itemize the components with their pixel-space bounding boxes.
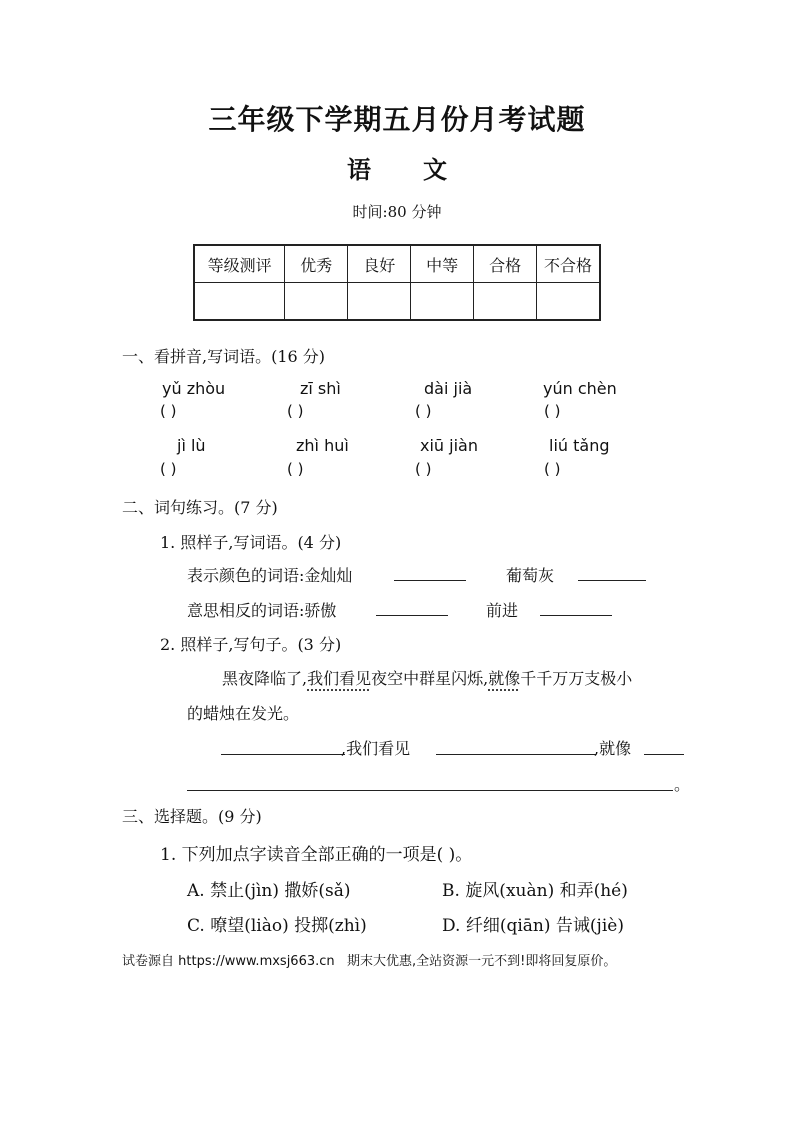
pinyin-item: liú tǎng bbox=[549, 436, 610, 455]
option-b[interactable] bbox=[442, 876, 628, 901]
subject-char-1: 语 bbox=[347, 155, 371, 184]
option-c-label: C. bbox=[187, 916, 205, 936]
option-c-text: 嘹望(liào) 投掷(zhì) bbox=[210, 916, 367, 936]
grade-answer-cell[interactable] bbox=[537, 283, 600, 321]
sentence-part: 夜空中群星闪烁, bbox=[371, 669, 489, 688]
grade-answer-cell[interactable] bbox=[348, 283, 411, 321]
sentence-dotted-part: 我们看见 bbox=[307, 669, 372, 688]
grade-answer-cell[interactable] bbox=[474, 283, 537, 321]
answer-blank[interactable] bbox=[540, 615, 612, 616]
grade-header-cell: 合格 bbox=[474, 245, 537, 283]
q1-line1-word2: 葡萄灰 bbox=[506, 566, 555, 585]
sentence-part: 黑夜降临了, bbox=[222, 669, 308, 688]
section2-q2-title: 2. 照样子,写句子。(3 分) bbox=[160, 635, 342, 654]
answer-paren[interactable]: ( ) bbox=[415, 460, 432, 478]
option-c[interactable] bbox=[187, 911, 367, 936]
grade-answer-cell[interactable] bbox=[411, 283, 474, 321]
answer-paren[interactable]: ( ) bbox=[287, 460, 304, 478]
section3-q1-title: 1. 下列加点字读音全部正确的一项是( )。 bbox=[160, 845, 473, 865]
pinyin-item: zhì huì bbox=[296, 436, 349, 455]
pinyin-item: xiū jiàn bbox=[420, 436, 478, 455]
pinyin-item: zī shì bbox=[300, 379, 341, 398]
fill-text-end: ,就像 bbox=[594, 739, 632, 758]
answer-blank[interactable] bbox=[578, 580, 646, 581]
q1-line2-word2: 前进 bbox=[486, 601, 519, 620]
grade-answer-cell[interactable] bbox=[285, 283, 348, 321]
answer-blank[interactable] bbox=[394, 580, 466, 581]
pinyin-item: dài jià bbox=[424, 379, 473, 398]
option-a[interactable] bbox=[187, 876, 351, 901]
option-d-label: D. bbox=[442, 916, 461, 936]
answer-paren[interactable]: ( ) bbox=[544, 402, 561, 420]
grade-header-cell: 等级测评 bbox=[194, 245, 285, 283]
grade-header-cell: 不合格 bbox=[537, 245, 600, 283]
option-b-label: B. bbox=[442, 881, 460, 901]
option-d-text: 纤细(qiān) 告诫(jiè) bbox=[465, 916, 624, 936]
option-d[interactable] bbox=[442, 911, 624, 936]
grade-answer-cell[interactable] bbox=[194, 283, 285, 321]
section3-title: 三、选择题。(9 分) bbox=[122, 807, 262, 826]
example-sentence-line1 bbox=[222, 666, 632, 689]
answer-paren[interactable]: ( ) bbox=[160, 402, 177, 420]
section2-title: 二、词句练习。(7 分) bbox=[122, 498, 278, 517]
example-sentence-line2: 的蜡烛在发光。 bbox=[187, 704, 300, 723]
option-a-text: 禁止(jìn) 撒娇(sǎ) bbox=[210, 881, 351, 901]
answer-blank[interactable] bbox=[644, 754, 684, 755]
sentence-dotted-part: 就像 bbox=[488, 669, 521, 688]
grade-table-header-row bbox=[194, 245, 600, 283]
fill-text-mid: ,我们看见 bbox=[341, 739, 411, 758]
exam-time: 时间:80 分钟 bbox=[352, 203, 442, 221]
option-b-text: 旋风(xuàn) 和弄(hé) bbox=[465, 881, 628, 901]
sentence-part: 千千万万支极小 bbox=[520, 669, 633, 688]
pinyin-item: yún chèn bbox=[543, 379, 617, 398]
answer-paren[interactable]: ( ) bbox=[415, 402, 432, 420]
section2-q1-title: 1. 照样子,写词语。(4 分) bbox=[160, 533, 342, 552]
section1-title: 一、看拼音,写词语。(16 分) bbox=[122, 347, 326, 366]
grade-header-cell: 良好 bbox=[348, 245, 411, 283]
grade-table-answer-row bbox=[194, 283, 600, 321]
grade-table bbox=[193, 244, 601, 321]
answer-paren[interactable]: ( ) bbox=[287, 402, 304, 420]
answer-blank[interactable] bbox=[376, 615, 448, 616]
fill-period: 。 bbox=[674, 775, 691, 794]
answer-paren[interactable]: ( ) bbox=[544, 460, 561, 478]
answer-blank[interactable] bbox=[221, 754, 345, 755]
subject-char-2: 文 bbox=[423, 155, 447, 184]
exam-title: 三年级下学期五月份月考试题 bbox=[208, 103, 586, 136]
answer-blank[interactable] bbox=[187, 790, 673, 791]
pinyin-item: yǔ zhòu bbox=[162, 379, 226, 398]
q1-line2-label: 意思相反的词语:骄傲 bbox=[187, 601, 337, 620]
footer-promo: 期末大优惠,全站资源一元不到!即将回复原价。 bbox=[347, 954, 617, 969]
answer-paren[interactable]: ( ) bbox=[160, 460, 177, 478]
grade-header-cell: 中等 bbox=[411, 245, 474, 283]
q1-line1-label: 表示颜色的词语:金灿灿 bbox=[187, 566, 353, 585]
option-a-label: A. bbox=[187, 881, 205, 901]
pinyin-item: jì lù bbox=[177, 436, 206, 455]
subject-title bbox=[0, 150, 794, 185]
grade-header-cell: 优秀 bbox=[285, 245, 348, 283]
footer-source: 试卷源自 https://www.mxsj663.cn bbox=[122, 954, 335, 969]
answer-blank[interactable] bbox=[436, 754, 596, 755]
